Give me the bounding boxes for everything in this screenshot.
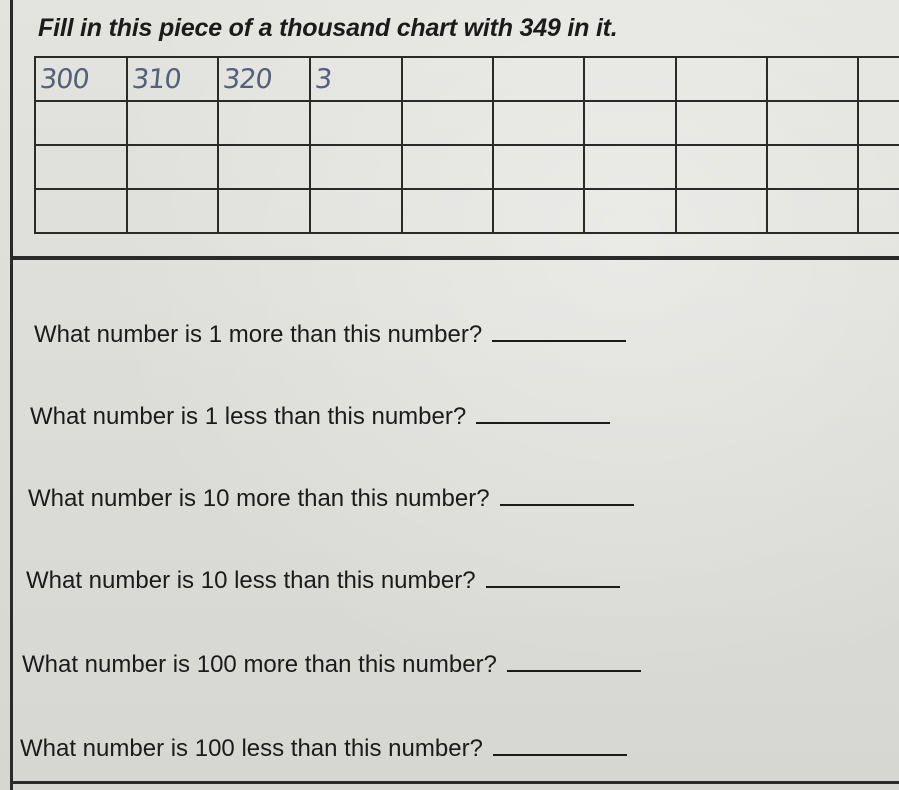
chart-cell[interactable] — [493, 57, 584, 101]
question-1-less — [30, 402, 610, 431]
chart-cell[interactable] — [35, 145, 127, 189]
chart-row — [35, 145, 899, 189]
chart-cell[interactable] — [310, 57, 401, 101]
chart-cell[interactable] — [858, 145, 899, 189]
chart-row — [35, 57, 899, 101]
chart-cell[interactable] — [767, 189, 858, 233]
chart-cell[interactable] — [584, 57, 675, 101]
answer-blank[interactable] — [476, 402, 610, 424]
chart-cell[interactable] — [402, 189, 493, 233]
chart-cell[interactable] — [767, 57, 858, 101]
question-text: What number is 100 less than this number? — [20, 735, 483, 762]
question-text: What number is 100 more than this number? — [22, 651, 497, 678]
chart-cell[interactable] — [402, 145, 493, 189]
section-divider — [10, 256, 899, 260]
chart-cell[interactable] — [218, 145, 310, 189]
answer-blank[interactable] — [493, 734, 627, 756]
chart-cell[interactable] — [218, 101, 310, 145]
chart-cell[interactable] — [584, 189, 675, 233]
chart-cell[interactable] — [127, 101, 219, 145]
question-100-more — [22, 650, 641, 679]
chart-cell[interactable] — [493, 101, 584, 145]
chart-cell[interactable] — [767, 145, 858, 189]
chart-cell[interactable] — [493, 145, 584, 189]
thousand-chart-grid — [34, 56, 899, 234]
chart-cell[interactable] — [584, 101, 675, 145]
chart-row — [35, 101, 899, 145]
question-100-less — [20, 734, 627, 763]
chart-cell[interactable] — [767, 101, 858, 145]
chart-cell[interactable] — [310, 101, 401, 145]
chart-cell[interactable] — [127, 57, 219, 101]
answer-blank[interactable] — [507, 650, 641, 672]
chart-cell[interactable] — [35, 57, 127, 101]
handwritten-entry: 300 — [38, 63, 91, 95]
chart-cell[interactable] — [218, 57, 310, 101]
chart-cell[interactable] — [35, 101, 127, 145]
question-text: What number is 1 less than this number? — [30, 403, 467, 430]
chart-cell[interactable] — [310, 189, 401, 233]
question-10-less — [26, 566, 620, 595]
chart-cell[interactable] — [127, 189, 219, 233]
chart-cell[interactable] — [584, 145, 675, 189]
answer-blank[interactable] — [492, 320, 626, 342]
question-10-more — [28, 484, 634, 513]
chart-cell[interactable] — [858, 189, 899, 233]
handwritten-entry: 310 — [130, 63, 182, 95]
chart-cell[interactable] — [402, 57, 493, 101]
question-text: What number is 10 more than this number? — [28, 485, 490, 512]
answer-blank[interactable] — [486, 566, 620, 588]
chart-cell[interactable] — [493, 189, 584, 233]
chart-cell[interactable] — [127, 145, 219, 189]
worksheet-title: Fill in this piece of a thousand chart with 349 in it. — [38, 14, 618, 42]
chart-row — [35, 189, 899, 233]
chart-cell[interactable] — [676, 57, 767, 101]
chart-cell[interactable] — [676, 145, 767, 189]
handwritten-entry: 3 — [313, 63, 333, 95]
chart-cell[interactable] — [35, 189, 127, 233]
chart-cell[interactable] — [858, 57, 899, 101]
chart-cell[interactable] — [676, 189, 767, 233]
left-margin-line — [10, 0, 13, 790]
answer-blank[interactable] — [500, 484, 634, 506]
chart-cell[interactable] — [402, 101, 493, 145]
question-1-more — [34, 320, 626, 349]
handwritten-entry: 320 — [221, 63, 274, 95]
question-text: What number is 1 more than this number? — [34, 321, 483, 348]
bottom-margin-line — [10, 781, 899, 784]
question-text: What number is 10 less than this number? — [26, 567, 476, 594]
chart-cell[interactable] — [310, 145, 401, 189]
chart-cell[interactable] — [858, 101, 899, 145]
chart-cell[interactable] — [218, 189, 310, 233]
chart-cell[interactable] — [676, 101, 767, 145]
